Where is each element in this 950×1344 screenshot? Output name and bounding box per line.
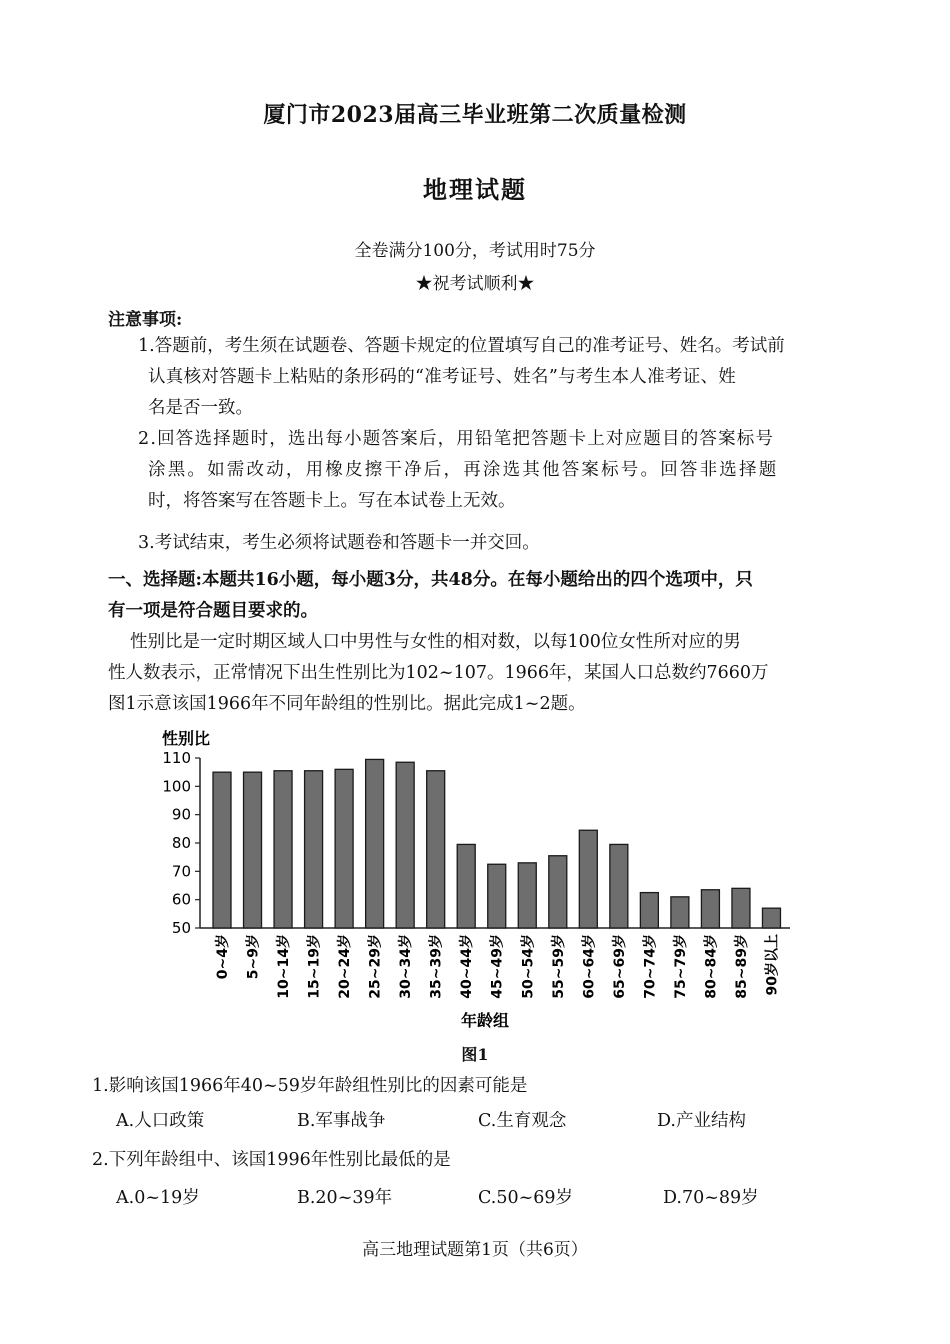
y-tick-label: 70	[171, 862, 191, 881]
notice-item-2	[138, 424, 858, 517]
passage-line-3: 图1示意该国1966年不同年龄组的性别比。据此完成1~2题。	[108, 694, 586, 714]
x-tick-label: 70~74岁	[642, 934, 659, 999]
q1-option-d[interactable]: D.产业结构	[657, 1111, 746, 1131]
question-2-stem: 2.下列年龄组中、该国1996年性别比最低的是	[92, 1150, 451, 1170]
x-axis-label: 年龄组	[460, 1011, 510, 1030]
section-line-1: 一、选择题:本题共16小题，每小题3分，共48分。在每小题给出的四个选项中，只	[108, 570, 753, 590]
x-tick-label: 65~69岁	[611, 934, 628, 999]
q1-option-a[interactable]: A.人口政策	[116, 1111, 205, 1131]
q1-option-c[interactable]: C.生育观念	[478, 1111, 567, 1131]
notice-2-line-2: 涂黑。如需改动，用橡皮擦干净后，再涂选其他答案标号。回答非选择题	[148, 460, 779, 480]
y-axis-label: 性别比	[162, 729, 211, 748]
x-tick-label: 15~19岁	[306, 934, 323, 999]
wish-line: ★祝考试顺利★	[415, 274, 535, 294]
notice-1-line-2: 认真核对答题卡上粘贴的条形码的“准考证号、姓名”与考生本人准考证、姓	[148, 367, 737, 387]
bar	[305, 771, 323, 928]
notice-1-line-3: 名是否一致。	[148, 398, 253, 418]
bar	[762, 908, 780, 928]
y-tick-label: 100	[162, 777, 191, 796]
x-tick-label: 85~89岁	[733, 934, 750, 999]
x-tick-label: 20~24岁	[337, 934, 354, 999]
figure-caption: 图1	[461, 1045, 489, 1064]
notice-item-1	[138, 331, 858, 424]
x-tick-label: 50~54岁	[520, 934, 537, 999]
y-tick-label: 60	[171, 890, 191, 909]
q2-option-d[interactable]: D.70~89岁	[663, 1188, 759, 1208]
x-tick-label: 80~84岁	[703, 934, 720, 999]
bar	[274, 771, 292, 928]
x-tick-label: 60~64岁	[581, 934, 598, 999]
x-tick-label: 45~49岁	[489, 934, 506, 999]
bar	[488, 864, 506, 928]
notice-2-line-1: 2.回答选择题时，选出每小题答案后，用铅笔把答题卡上对应题目的答案标号	[138, 429, 775, 449]
notice-1-line-1: 1.答题前，考生须在试题卷、答题卡规定的位置填写自己的准考证号、姓名。考试前	[138, 336, 785, 356]
x-tick-label: 35~39岁	[428, 934, 445, 999]
q2-option-a[interactable]: A.0~19岁	[116, 1188, 200, 1208]
passage-line-2: 性人数表示，正常情况下出生性别比为102~107。1966年，某国人口总数约7660万	[108, 663, 769, 683]
notice-3-line-1: 3.考试结束，考生必须将试题卷和答题卡一并交回。	[138, 533, 540, 553]
section-line-2: 有一项是符合题目要求的。	[108, 601, 318, 621]
notice-item-3	[138, 528, 858, 559]
y-tick-label: 110	[162, 749, 191, 767]
notice-heading: 注意事项:	[108, 310, 183, 330]
x-tick-label: 5~9岁	[245, 934, 262, 980]
exam-info: 全卷满分100分，考试用时75分	[354, 241, 596, 261]
bar	[701, 890, 719, 928]
exam-title: 厦门市2023届高三毕业班第二次质量检测	[263, 102, 687, 128]
bar	[427, 771, 445, 928]
notice-2-line-3: 时，将答案写在答题卡上。写在本试卷上无效。	[148, 491, 516, 511]
x-tick-label: 10~14岁	[276, 934, 293, 999]
q2-option-c[interactable]: C.50~69岁	[478, 1188, 574, 1208]
bar	[396, 762, 414, 928]
chart-svg	[150, 728, 800, 1038]
bar	[366, 759, 384, 928]
x-tick-label: 90岁以上	[764, 934, 781, 996]
y-tick-label: 90	[171, 805, 191, 824]
y-tick-label: 50	[171, 919, 191, 937]
x-tick-label: 40~44岁	[459, 934, 476, 999]
bar	[579, 830, 597, 928]
bar	[640, 893, 658, 928]
q2-option-b[interactable]: B.20~39年	[297, 1188, 393, 1208]
page-footer: 高三地理试题第1页（共6页）	[362, 1240, 588, 1260]
x-tick-label: 25~29岁	[367, 934, 384, 999]
subject-title: 地理试题	[423, 175, 527, 204]
bar	[610, 844, 628, 928]
passage	[108, 627, 868, 720]
y-tick-label: 80	[171, 834, 191, 852]
bar	[213, 772, 231, 928]
q1-option-b[interactable]: B.军事战争	[297, 1111, 386, 1131]
x-tick-label: 55~59岁	[550, 934, 567, 999]
x-tick-label: 30~34岁	[398, 934, 415, 999]
sex-ratio-chart	[150, 728, 800, 1063]
x-tick-label: 75~79岁	[672, 934, 689, 999]
x-tick-label: 0~4岁	[215, 934, 231, 980]
question-1-stem: 1.影响该国1966年40~59岁年龄组性别比的因素可能是	[92, 1076, 528, 1096]
passage-line-1: 性别比是一定时期区域人口中男性与女性的相对数，以每100位女性所对应的男	[130, 632, 741, 652]
bar	[244, 772, 262, 928]
bar	[549, 856, 567, 928]
bar	[335, 769, 353, 928]
bar	[671, 897, 689, 928]
bar	[457, 844, 475, 928]
bar	[732, 888, 750, 928]
bar	[518, 863, 536, 928]
section-heading	[108, 565, 868, 627]
